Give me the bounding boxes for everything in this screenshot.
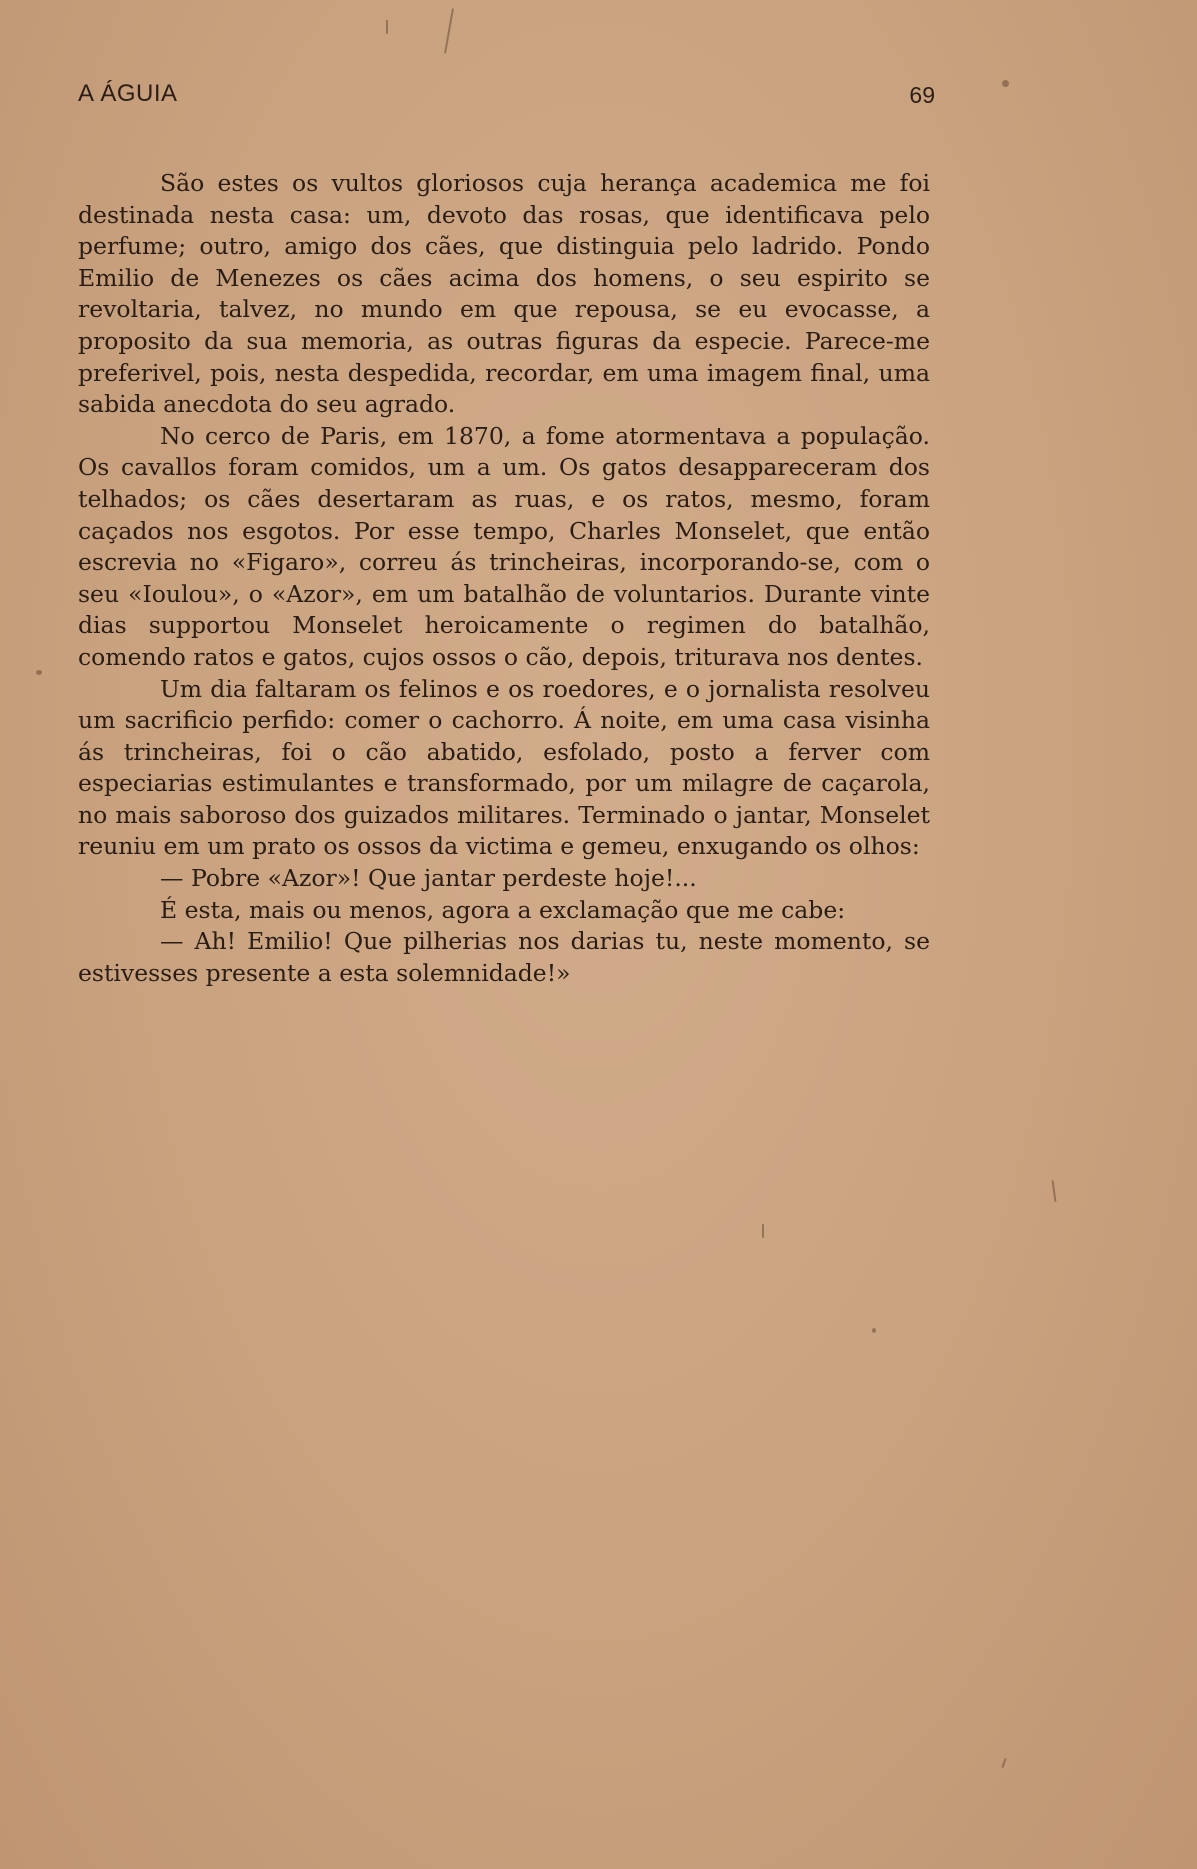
paragraph: — Pobre «Azor»! Que jantar perdeste hoje!... bbox=[160, 864, 697, 893]
paragraph: É esta, mais ou menos, agora a exclamação que me cabe: bbox=[160, 895, 846, 924]
scan-speck bbox=[444, 8, 454, 54]
scan-speck bbox=[1001, 1758, 1006, 1768]
running-head-title: A ÁGUIA bbox=[78, 80, 178, 107]
page-number: 69 bbox=[909, 82, 935, 108]
scan-speck bbox=[36, 670, 42, 675]
paragraph: São estes os vultos gloriosos cuja herança academica me foi destinada nesta casa: um, devoto das rosas, que identificava pelo perfume; outro, amigo dos cães, que distinguia pelo ladrido. Pondo Emilio de Menezes os cães acima dos homens, o seu espirito se revoltaria, talvez, no mundo em que repousa, se eu evocasse, a proposito da sua memoria, as outras figuras da especie. Parece-me preferivel, pois, nesta despedida, recordar, em uma imagem final, uma sabida anecdota do seu agrado. bbox=[78, 169, 930, 419]
scan-speck bbox=[386, 20, 388, 34]
body-text bbox=[78, 168, 930, 989]
scan-speck bbox=[1002, 80, 1009, 87]
paragraph: No cerco de Paris, em 1870, a fome atormentava a população. Os cavallos foram comidos, um a um. Os gatos desappareceram dos telhados; os cães desertaram as ruas, e os ratos, mesmo, foram caçados nos esgotos. Por esse tempo, Charles Monselet, que então escrevia no «Figaro», correu ás trincheiras, incorporando-se, com o seu «Ioulou», o «Azor», em um batalhão de voluntarios. Durante vinte dias supportou Monselet heroicamente o regimen do batalhão, comendo ratos e gatos, cujos ossos o cão, depois, triturava nos dentes. bbox=[78, 421, 930, 671]
scan-speck bbox=[762, 1224, 764, 1238]
scan-speck bbox=[1051, 1180, 1056, 1202]
paragraph: — Ah! Emilio! Que pilherias nos darias tu, neste momento, se estivesses presente a esta solemnidade!» bbox=[78, 927, 930, 987]
scan-speck bbox=[872, 1328, 876, 1333]
paragraph: Um dia faltaram os felinos e os roedores, e o jornalista resolveu um sacrificio perfido: comer o cachorro. Á noite, em uma casa visinha ás trincheiras, foi o cão abatido, esfolado, posto a ferver com especiarias estimulantes e transformado, por um milagre de caçarola, no mais saboroso dos guizados militares. Terminado o jantar, Monselet reuniu em um prato os ossos da victima e gemeu, enxugando os olhos: bbox=[78, 674, 930, 861]
